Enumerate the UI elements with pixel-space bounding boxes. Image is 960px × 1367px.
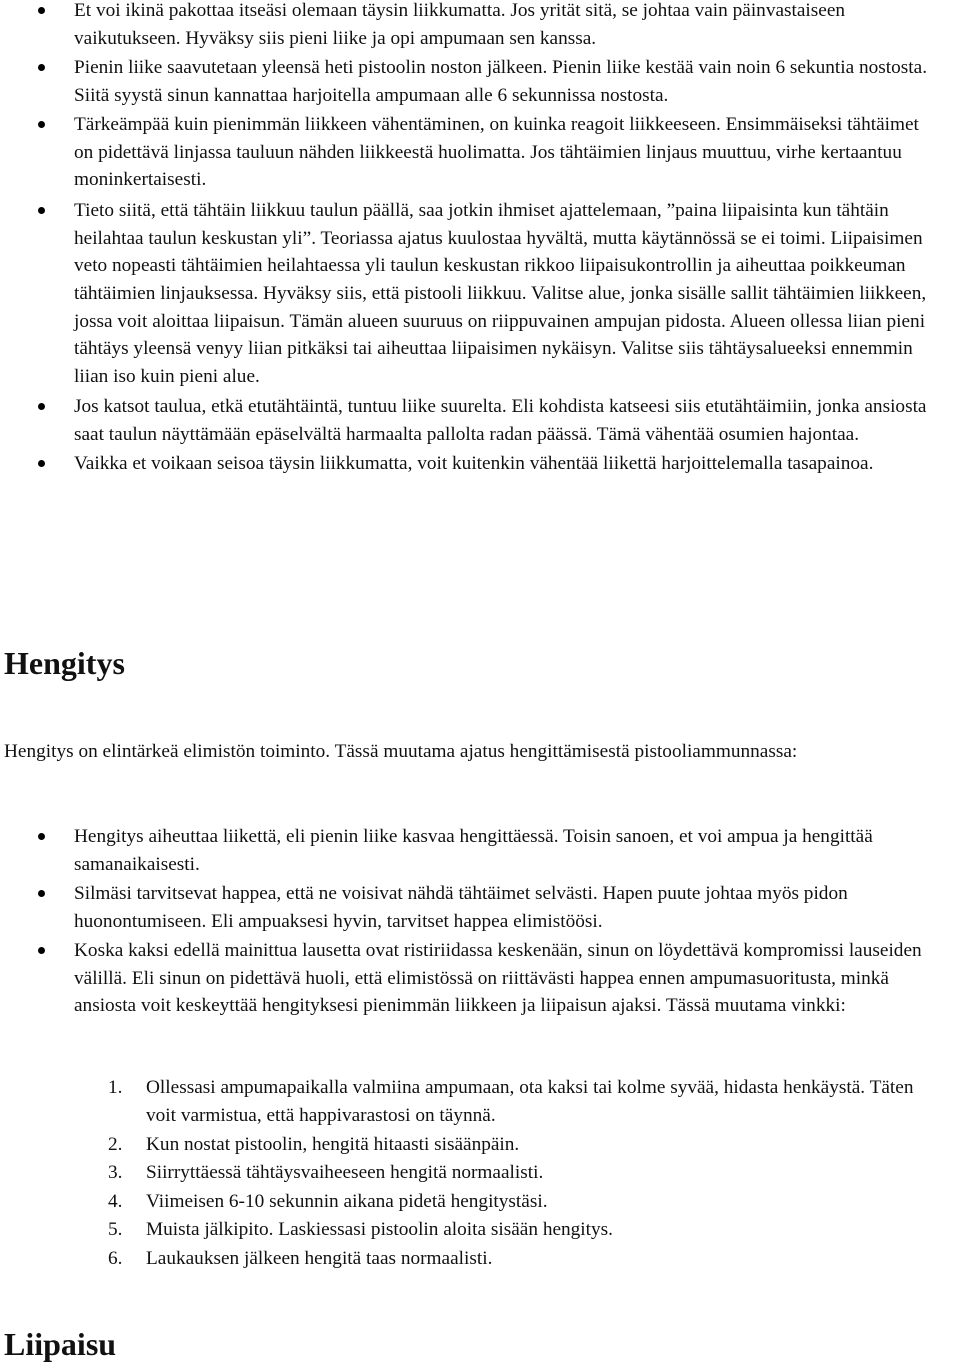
movement-bullet-list: [0, 0, 960, 479]
item-text: Siirryttäessä tähtäysvaiheeseen hengitä normaalisti.: [146, 1162, 544, 1183]
section-heading-hengitys: Hengitys: [4, 645, 125, 681]
item-text: Muista jälkipito. Laskiessasi pistoolin aloita sisään hengitys.: [146, 1219, 613, 1240]
list-item: Hengitys aiheuttaa liikettä, eli pienin liike kasvaa hengittäessä. Toisin sanoen, et voi ampua ja hengittää samanaikaisesti.: [0, 823, 960, 878]
item-number: 2.: [108, 1133, 123, 1155]
hengitys-intro-paragraph: Hengitys on elintärkeä elimistön toiminto. Tässä muutama ajatus hengittämisestä pistooliammunnassa:: [4, 741, 798, 762]
list-item: Et voi ikinä pakottaa itseäsi olemaan täysin liikkumatta. Jos yrität sitä, se johtaa vain päinvastaiseen vaikutukseen. Hyväksy siis pieni liike ja opi ampumaan sen kanssa.: [0, 0, 960, 52]
item-number: 1.: [108, 1077, 123, 1098]
numbered-item: [0, 1131, 960, 1159]
numbered-item: [0, 1159, 960, 1187]
numbered-item: [0, 1074, 960, 1130]
breathing-tips-list: [0, 1074, 960, 1273]
numbered-item: [0, 1245, 960, 1273]
item-number: 5.: [108, 1219, 123, 1240]
list-item: Tieto siitä, että tähtäin liikkuu taulun päällä, saa jotkin ihmiset ajattelemaan, ”paina liipaisinta kun tähtäin heilahtaa taulun keskustan yli”. Teoriassa ajatus kuulostaa hyvältä, mutta käytännössä se ei toimi. Liipaisimen veto nopeasti tähtäimien heilahtaessa yli taulun keskustan rikkoo liipaisukontrollin ja aiheuttaa poikkeuman tähtäimien linjauksessa. Hyväksy siis, että pistooli liikkuu. Valitse alue, jonka sisälle sallit tähtäimien liikkeen, jossa voit aloittaa liipaisun. Tämän alueen suuruus on riippuvainen ampujan pidosta. Alueen ollessa liian pieni tähtäys yleensä venyy liian pitkäksi tai aiheuttaa liipaisimen nykäisyn. Valitse siis tähtäysalueeksi ennemmin liian iso kuin pieni alue.: [0, 197, 960, 390]
numbered-item: [0, 1216, 960, 1244]
list-item: Vaikka et voikaan seisoa täysin liikkumatta, voit kuitenkin vähentää liikettä harjoittelemalla tasapainoa.: [0, 450, 960, 478]
item-text: Viimeisen 6-10 sekunnin aikana pidetä hengitystäsi.: [146, 1190, 548, 1212]
list-item: Silmäsi tarvitsevat happea, että ne voisivat nähdä tähtäimet selvästi. Hapen puute johtaa myös pidon huonontumiseen. Eli ampuaksesi hyvin, tarvitset happea elimistöösi.: [0, 880, 960, 935]
list-item: Tärkeämpää kuin pienimmän liikkeen vähentäminen, on kuinka reagoit liikkeeseen. Ensimmäiseksi tähtäimet on pidettävä linjassa tauluun nähden liikkeestä huolimatta. Jos tähtäimien linjaus muuttuu, virhe kertaantuu moninkertaisesti.: [0, 111, 960, 194]
list-item: Pienin liike saavutetaan yleensä heti pistoolin noston jälkeen. Pienin liike kestää vain noin 6 sekuntia nostosta. Siitä syystä sinun kannattaa harjoitella ampumaan alle 6 sekunnissa nostosta.: [0, 54, 960, 109]
numbered-item: [0, 1188, 960, 1216]
item-text: Ollessasi ampumapaikalla valmiina ampumaan, ota kaksi tai kolme syvää, hidasta henkäystä. Täten voit varmistua, että happivarastosi on täynnä.: [146, 1077, 914, 1126]
section-heading-liipaisu: Liipaisu: [4, 1326, 117, 1362]
item-number: 3.: [108, 1162, 123, 1183]
item-text: Kun nostat pistoolin, hengitä hitaasti sisäänpäin.: [146, 1133, 520, 1155]
list-item: Koska kaksi edellä mainittua lausetta ovat ristiriidassa keskenään, sinun on löydettävä kompromissi lauseiden välillä. Eli sinun on pidettävä huoli, että elimistössä on riittävästi happea ennen ampumasuoritusta, minkä ansiosta voit keskeyttää hengityksesi pienimmän liikkeen ja liipaisun ajaksi. Tässä muutama vinkki:: [0, 937, 960, 1020]
item-number: 4.: [108, 1190, 123, 1212]
item-number: 6.: [108, 1247, 123, 1269]
item-text: Laukauksen jälkeen hengitä taas normaalisti.: [146, 1247, 493, 1269]
breathing-bullet-list: [0, 823, 960, 1022]
list-item: Jos katsot taulua, etkä etutähtäintä, tuntuu liike suurelta. Eli kohdista katseesi siis etutähtäimiin, jonka ansiosta saat taulun näyttämään epäselvältä harmaalta pallolta radan päässä. Tämä vähentää osumien hajontaa.: [0, 393, 960, 448]
